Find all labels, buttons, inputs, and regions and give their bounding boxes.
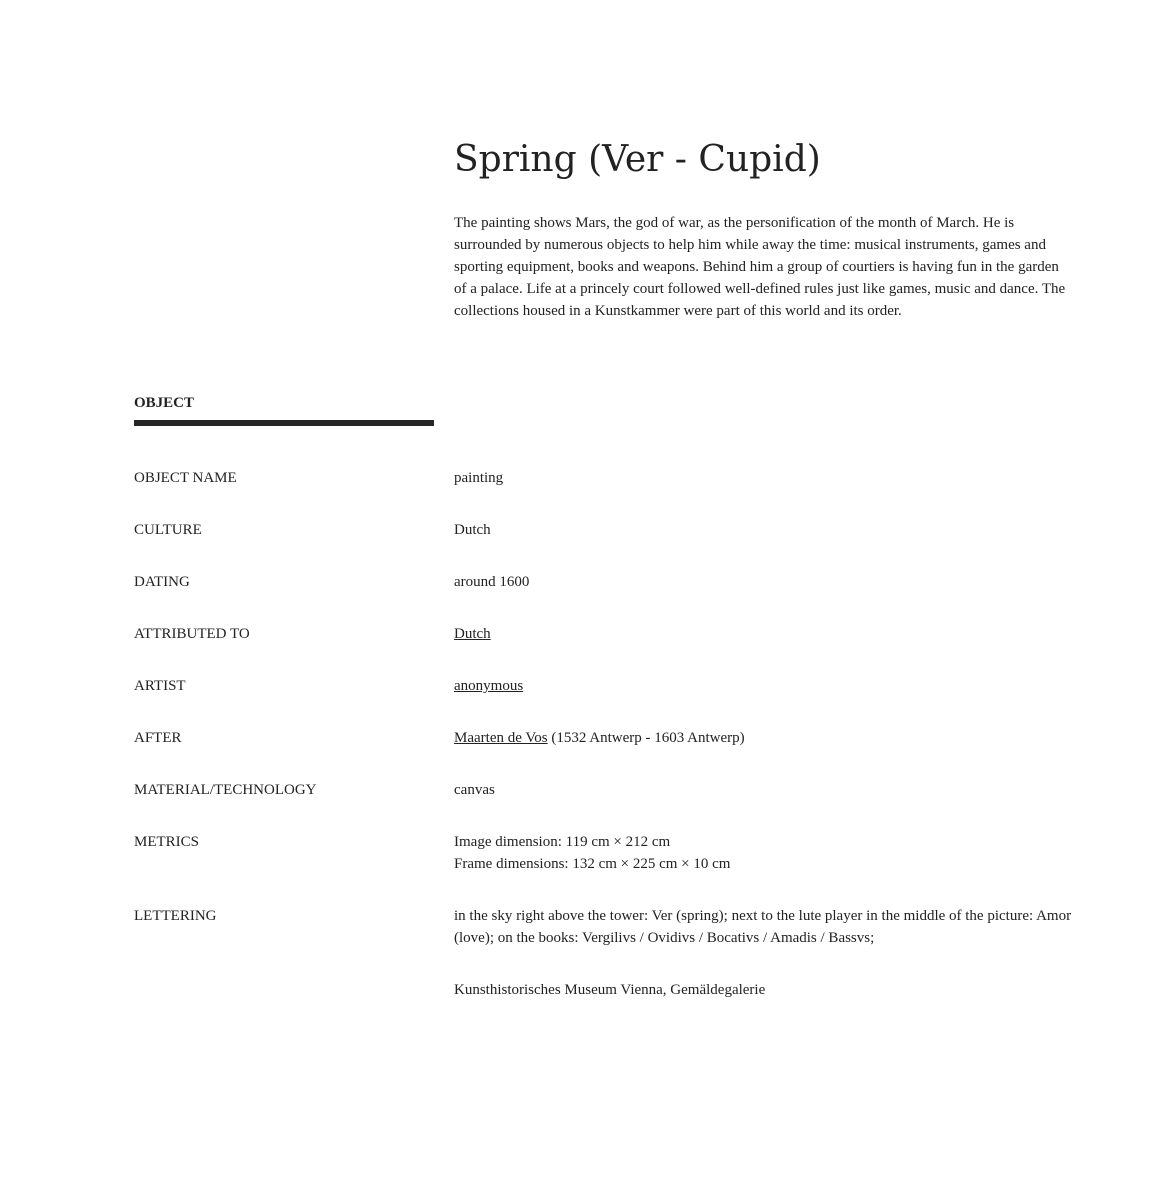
after-artist-link[interactable]: Maarten de Vos [454,730,548,746]
material-label: MATERIAL/TECHNOLOGY [134,782,317,798]
metrics-label: METRICS [134,834,200,850]
section-heading-object: OBJECT [134,395,195,411]
metrics-value [454,831,1074,875]
attributed-to-value [454,623,1074,645]
artist-label: ARTIST [134,678,186,694]
collection-name: Kunsthistorisches Museum Vienna, Gemäldegalerie [454,982,766,998]
frame-dimension: Frame dimensions: 132 cm × 225 cm × 10 cm [454,856,731,872]
object-name-label: OBJECT NAME [134,470,237,486]
material-value: canvas [454,782,495,798]
after-label: AFTER [134,730,182,746]
artist-value [454,675,1074,697]
attributed-to-label: ATTRIBUTED TO [134,626,250,642]
after-artist-lifespan: (1532 Antwerp - 1603 Antwerp) [547,730,745,746]
attributed-to-link[interactable]: Dutch [454,626,491,642]
artist-link[interactable]: anonymous [454,678,524,694]
object-description: The painting shows Mars, the god of war, as the personification of the month of March. He is surrounded by numerous objects to help him while away the time: musical instruments, games and sporting equipment, books and weapons. Behind him a group of courtiers is having fun in the garden of a palace. Life at a princely court followed well-defined rules just like games, music and dance. The collections housed in a Kunstkammer were part of this world and its order. [454,215,1066,319]
object-name-value: painting [454,470,504,486]
dating-value: around 1600 [454,574,530,590]
image-dimension: Image dimension: 119 cm × 212 cm [454,834,671,850]
section-divider [134,420,434,426]
lettering-value: in the sky right above the tower: Ver (spring); next to the lute player in the middle of the picture: Amor (love); on the books: Vergilivs / Ovidivs / Bocativs / Amadis / Bassvs; [454,908,1072,946]
culture-label: CULTURE [134,522,202,538]
after-value [454,727,1074,749]
lettering-label: LETTERING [134,908,217,924]
dating-label: DATING [134,574,190,590]
culture-value: Dutch [454,522,491,538]
page-title: Spring (Ver - Cupid) [454,139,821,180]
